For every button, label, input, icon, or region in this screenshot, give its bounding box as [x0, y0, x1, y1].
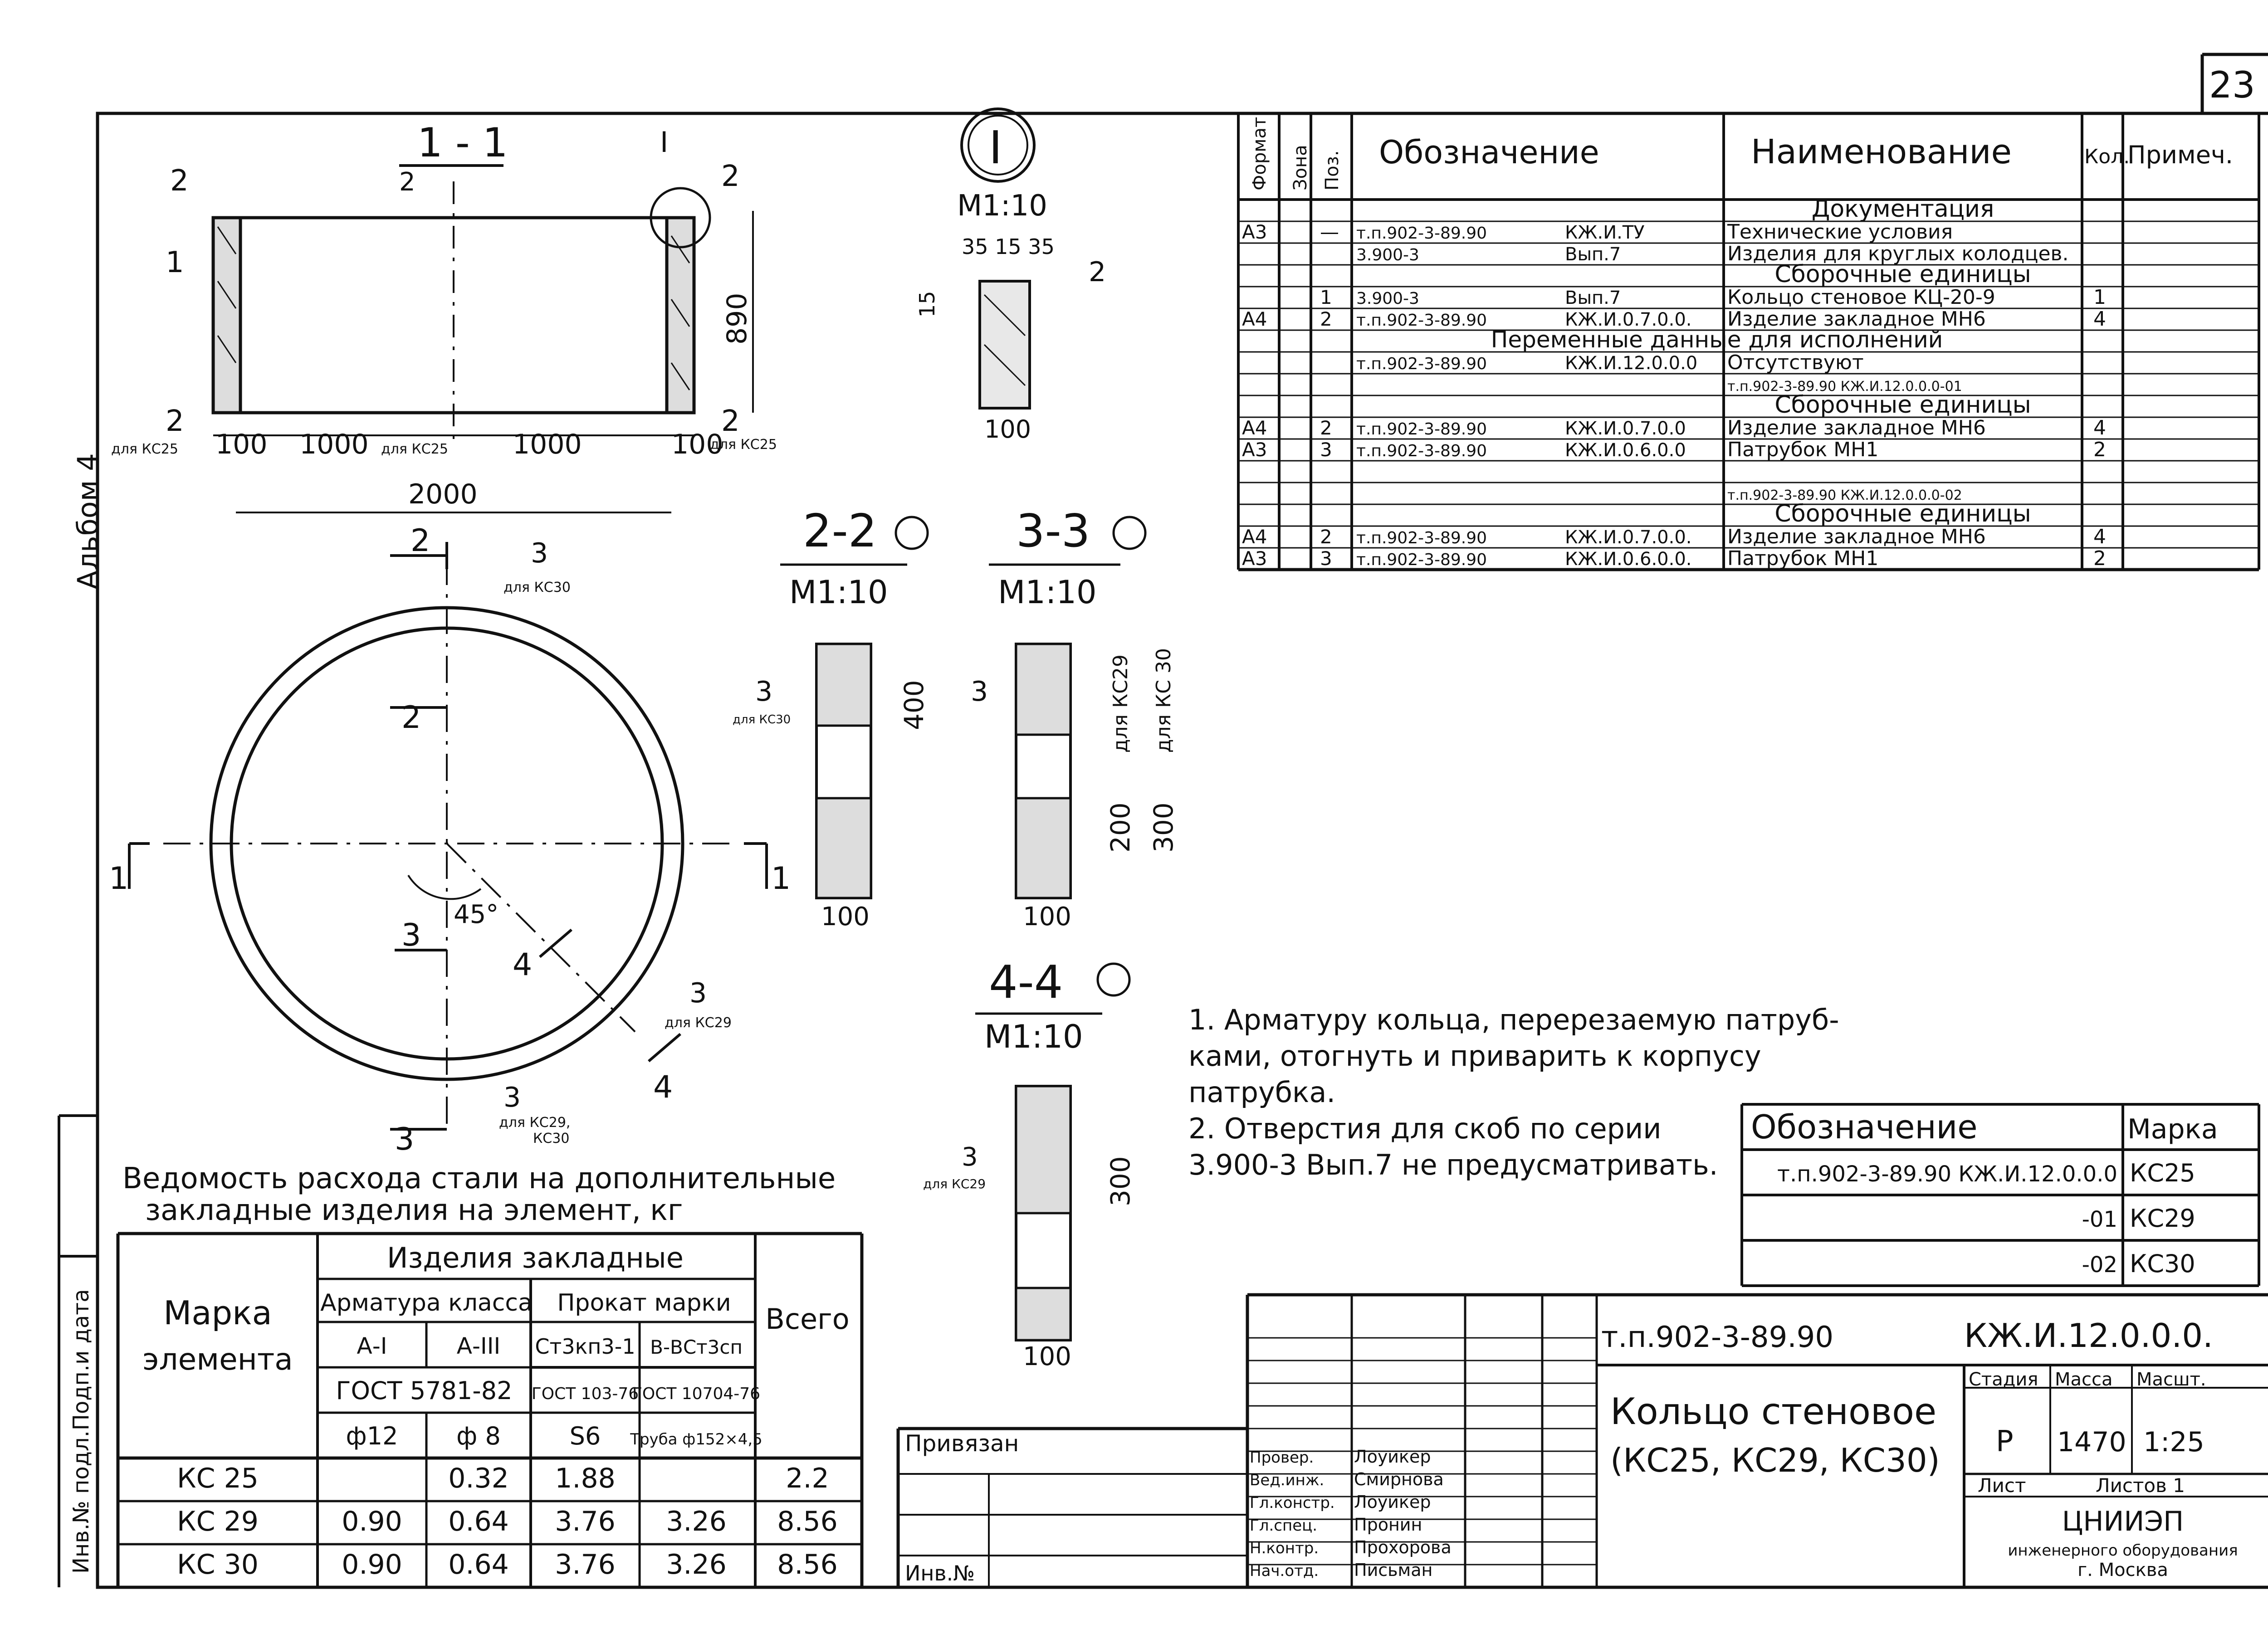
marks-mark: КС30 [2130, 1249, 2195, 1278]
dim-2000: 2000 [408, 478, 478, 510]
s22-dim-100: 100 [821, 902, 870, 932]
steel-row-mark: КС 29 [177, 1506, 259, 1537]
steel-h-a1: А-I [357, 1333, 387, 1359]
spec-pos: 2 [1320, 526, 1332, 548]
section-2-2 [733, 504, 929, 932]
spec-name: Патрубок МН1 [1727, 547, 1879, 570]
spec-name: т.п.902-3-89.90 КЖ.И.12.0.0.0-01 [1727, 379, 1962, 395]
spec-header-name: Наименование [1751, 132, 2012, 171]
cut-1-right: 1 [771, 861, 791, 897]
node-I [915, 109, 1106, 444]
spec-name: Изделие закладное МН6 [1727, 525, 1986, 548]
tb-role-name: Смирнова [1354, 1469, 1444, 1489]
note-line-2: патрубка. [1188, 1076, 1336, 1109]
s22-pos-3: 3 [755, 676, 773, 707]
spec-fmt: А3 [1242, 547, 1267, 570]
spec-qty: 4 [2093, 416, 2106, 439]
tb-mass: 1470 [2057, 1426, 2126, 1458]
spec-code: т.п.902-3-89.90 [1356, 355, 1487, 373]
section-4-4-title: 4-4 [989, 956, 1063, 1009]
steel-row-total: 8.56 [777, 1506, 838, 1537]
cut-2-inner: 2 [401, 700, 421, 736]
node-dim-100: 100 [984, 415, 1031, 444]
angle-45: 45° [454, 900, 499, 929]
node-I-scale: М1:10 [957, 189, 1047, 223]
dim-100-right: 100 [671, 429, 723, 460]
steel-h-mark: Марка [163, 1294, 272, 1332]
spec-code: 3.900-3 [1356, 289, 1419, 308]
cut-2-top: 2 [411, 523, 430, 559]
spec-code: т.п.902-3-89.90 [1356, 224, 1487, 243]
marks-code: -02 [2082, 1252, 2117, 1278]
tb-role: Провер. [1250, 1449, 1314, 1467]
dim-1000-left: 1000 [299, 429, 369, 460]
tb-inv: Инв.№ [905, 1561, 975, 1585]
tb-doc-code2: КЖ.И.12.0.0.0. [1964, 1317, 2213, 1355]
ring-plan [109, 523, 791, 1157]
spec-name: Изделие закладное МН6 [1727, 416, 1986, 439]
steel-row-s6: 1.88 [555, 1463, 616, 1494]
s44-pos-3: 3 [962, 1142, 978, 1172]
spec-header-note: Примеч. [2127, 141, 2234, 169]
steel-h-total: Всего [765, 1302, 850, 1336]
spec-fmt: А4 [1242, 308, 1267, 330]
cut-4-lower: 4 [653, 1069, 673, 1105]
steel-row-s6: 3.76 [555, 1549, 616, 1580]
spec-qty: 2 [2093, 547, 2106, 570]
node-I-marker: I [989, 121, 1002, 174]
note-line-3: 2. Отверстия для скоб по серии [1188, 1112, 1662, 1145]
tb-sheet-h: Лист [1978, 1474, 2026, 1497]
spec-pos: 2 [1320, 417, 1332, 439]
section-2-2-scale: М1:10 [789, 574, 888, 611]
tb-role-name: Лоуикер [1354, 1447, 1431, 1467]
steel-row-tube: 3.26 [666, 1549, 727, 1580]
steel-row-total: 8.56 [777, 1549, 838, 1580]
tb-bound: Привязан [905, 1430, 1019, 1457]
steel-h-tube: Труба ф152×4,5 [630, 1430, 763, 1449]
steel-h-gost5781: ГОСТ 5781-82 [336, 1376, 513, 1405]
tb-role-name: Лоуикер [1354, 1492, 1431, 1512]
album-label: Альбом 4 [71, 453, 104, 590]
spec-qty: 1 [2093, 286, 2106, 309]
marks-header-mark: Марка [2127, 1113, 2218, 1145]
spec-code: т.п.902-3-89.90 [1356, 442, 1487, 460]
spec-name: Изделия для круглых колодцев. [1727, 242, 2069, 265]
tb-role-name: Пронин [1354, 1515, 1422, 1535]
cut-1-left: 1 [109, 861, 129, 897]
spec-fmt: А3 [1242, 221, 1267, 243]
spec-code2: КЖ.И.0.7.0.0. [1565, 527, 1692, 548]
spec-header-2: Поз. [1322, 150, 1343, 190]
pos-3-top: 3 [531, 537, 548, 569]
for-kc25-right: для КС25 [710, 437, 777, 453]
node-I-label: I [660, 126, 669, 159]
tb-role: Нач.отд. [1250, 1562, 1319, 1580]
tb-stage-h: Стадия [1969, 1369, 2038, 1390]
spec-pos: 3 [1320, 547, 1332, 570]
spec-name: Кольцо стеновое КЦ-20-9 [1727, 286, 1995, 309]
tb-name-1: Кольцо стеновое [1610, 1390, 1937, 1433]
spec-code: т.п.902-3-89.90 [1356, 551, 1487, 569]
steel-h-items: Изделия закладные [387, 1241, 684, 1274]
steel-h-s6: S6 [569, 1422, 601, 1450]
spec-name: Патрубок МН1 [1727, 438, 1879, 461]
spec-name: т.п.902-3-89.90 КЖ.И.12.0.0.0-02 [1727, 488, 1962, 503]
tb-doc-code: т.п.902-3-89.90 [1601, 1321, 1834, 1354]
steel-row-s6: 3.76 [555, 1506, 616, 1537]
spec-name: Изделие закладное МН6 [1727, 307, 1986, 331]
spec-code: т.п.902-3-89.90 [1356, 529, 1487, 547]
tb-sheets-h: Листов 1 [2096, 1474, 2185, 1497]
spec-pos: 2 [1320, 308, 1332, 330]
steel-title-2: закладные изделия на элемент, кг [145, 1194, 683, 1227]
spec-header-qty: Кол. [2084, 145, 2130, 168]
spec-table [1238, 113, 2259, 570]
spec-fmt: А4 [1242, 526, 1267, 548]
section-3-3 [971, 504, 1179, 932]
marks-code: -01 [2082, 1207, 2117, 1232]
spec-qty: 4 [2093, 525, 2106, 548]
spec-fmt: А4 [1242, 417, 1267, 439]
dim-1000-right: 1000 [513, 429, 582, 460]
spec-span-heading: Переменные данные для исполнений [1491, 327, 1943, 353]
marks-header-code: Обозначение [1751, 1108, 1978, 1146]
tb-role: Гл.констр. [1250, 1494, 1335, 1512]
spec-code2: КЖ.И.0.6.0.0. [1565, 549, 1692, 570]
steel-h-vst: В-ВСт3сп [650, 1336, 743, 1358]
tb-scale: 1:25 [2143, 1426, 2204, 1458]
section-1-1-title: 1 - 1 [417, 119, 508, 166]
steel-row-a3: 0.64 [448, 1549, 509, 1580]
section-1-1 [111, 119, 777, 512]
pos-1-label: 1 [166, 246, 184, 279]
marks-code: т.п.902-3-89.90 КЖ.И.12.0.0.0 [1777, 1161, 2117, 1187]
spec-code2: КЖ.И.0.6.0.0 [1565, 440, 1686, 461]
steel-h-arm: Арматура класса [320, 1289, 533, 1317]
section-4-4-scale: М1:10 [984, 1018, 1083, 1055]
tb-org-1: ЦНИИЭП [2062, 1506, 2184, 1537]
title-block [898, 1295, 2268, 1587]
for-kc25-mid: для КС25 [381, 441, 448, 457]
note-line-4: 3.900-3 Вып.7 не предусматривать. [1188, 1148, 1718, 1181]
s33-dim-100: 100 [1023, 902, 1071, 932]
spec-heading: Сборочные единицы [1774, 500, 2031, 527]
spec-name: Отсутствуют [1727, 351, 1864, 374]
spec-fmt: А3 [1242, 439, 1267, 461]
s33-dim-300: 300 [1148, 802, 1179, 853]
steel-h-f8: ф 8 [456, 1422, 501, 1450]
steel-row-total: 2.2 [786, 1463, 829, 1494]
steel-h-prokat: Прокат марки [557, 1289, 731, 1317]
steel-h-gost10704: ГОСТ 10704-76 [632, 1385, 761, 1403]
steel-h-gost103: ГОСТ 103-76 [531, 1385, 639, 1403]
marks-mark: КС25 [2130, 1159, 2195, 1187]
steel-row-a3: 0.32 [448, 1463, 509, 1494]
tb-role-name: Прохорова [1354, 1537, 1452, 1557]
pos-2-label-bottom: 2 [166, 405, 184, 438]
spec-heading: Сборочные единицы [1774, 391, 2031, 419]
spec-code2: КЖ.И.0.7.0.0. [1565, 309, 1692, 330]
for-kc25-left: для КС25 [111, 441, 178, 457]
steel-table [118, 1162, 862, 1587]
spec-header-code: Обозначение [1379, 134, 1599, 171]
spec-heading: Сборочные единицы [1774, 261, 2031, 288]
spec-pos: 1 [1320, 286, 1332, 308]
steel-row-a1: 0.90 [342, 1549, 402, 1580]
section-3-3-scale: М1:10 [998, 574, 1097, 611]
spec-code2: Вып.7 [1565, 288, 1621, 308]
spec-code2: Вып.7 [1565, 244, 1621, 265]
pos-2-label: 2 [170, 164, 189, 198]
spec-code: т.п.902-3-89.90 [1356, 311, 1487, 330]
spec-code2: КЖ.И.12.0.0.0 [1565, 353, 1698, 374]
spec-name: Технические условия [1727, 220, 1953, 244]
section-4-4 [923, 956, 1136, 1371]
cut-3-inner: 3 [401, 917, 421, 953]
section-2-2-title: 2-2 [803, 504, 877, 557]
steel-row-a1: 0.90 [342, 1506, 402, 1537]
kc30-label: КС30 [533, 1131, 570, 1146]
s33-pos-3: 3 [971, 676, 988, 707]
s44-dim-100: 100 [1023, 1342, 1071, 1371]
for-kc29-label: для КС29 [665, 1015, 732, 1031]
spec-qty: 2 [2093, 438, 2106, 461]
steel-h-a3: А-III [456, 1333, 501, 1359]
sheet-number: 23 [2209, 64, 2255, 106]
marks-mark: КС29 [2130, 1204, 2195, 1233]
spec-code: т.п.902-3-89.90 [1356, 420, 1487, 439]
dim-15: 15 [915, 291, 939, 317]
pos-2-label-top: 2 [399, 167, 415, 197]
steel-row-mark: КС 30 [177, 1549, 259, 1580]
cut-4-upper: 4 [513, 947, 533, 983]
steel-h-st: Ст3кп3-1 [535, 1334, 635, 1359]
section-3-3-title: 3-3 [1016, 504, 1090, 557]
spec-qty: 4 [2093, 307, 2106, 331]
pos-2-label-right-bottom: 2 [721, 405, 740, 438]
tb-stage: Р [1996, 1425, 2014, 1458]
spec-pos: 3 [1320, 439, 1332, 461]
node-pos-2: 2 [1089, 256, 1106, 288]
s33-dim-200: 200 [1105, 802, 1136, 853]
note-line-0: 1. Арматуру кольца, перерезаемую патруб- [1188, 1003, 1839, 1036]
s33-for-kc29: для КС29 [1109, 654, 1132, 753]
s22-dim-400: 400 [899, 680, 929, 730]
tb-role: Вед.инж. [1250, 1471, 1325, 1489]
spec-code: 3.900-3 [1356, 246, 1419, 264]
spec-header-1: Зона [1290, 145, 1311, 190]
tb-role: Н.контр. [1250, 1539, 1319, 1557]
steel-h-f12: ф12 [346, 1422, 398, 1450]
note-line-1: ками, отогнуть и приварить к корпусу [1188, 1039, 1761, 1073]
steel-row-mark: КС 25 [177, 1463, 259, 1494]
pos-2-label-right: 2 [721, 160, 740, 193]
spec-code2: КЖ.И.0.7.0.0 [1565, 418, 1686, 439]
steel-row-a3: 0.64 [448, 1506, 509, 1537]
spec-header-0: Формат [1249, 117, 1270, 190]
tb-scale-h: Масшт. [2136, 1369, 2206, 1390]
s44-dim-300: 300 [1105, 1156, 1136, 1206]
tb-role: Гл.спец. [1250, 1517, 1318, 1535]
for-kc29-kc30-label: для КС29, [499, 1115, 571, 1131]
tb-name-2: (КС25, КС29, КС30) [1610, 1441, 1940, 1479]
tb-org-3: г. Москва [2077, 1560, 2168, 1580]
dim-35-15-35: 35 15 35 [962, 234, 1055, 259]
tb-role-name: Письман [1354, 1560, 1433, 1580]
marks-table [1742, 1104, 2259, 1286]
inv-stamp-label: Инв.№ подл.Подп.и дата [68, 1289, 94, 1574]
s22-for-kc30: для КС30 [733, 713, 791, 727]
steel-title-1: Ведомость расхода стали на дополнительные [122, 1162, 836, 1195]
spec-heading: Документация [1811, 195, 1994, 223]
pos-3-bottom: 3 [503, 1082, 521, 1113]
spec-code2: КЖ.И.ТУ [1565, 222, 1645, 243]
spec-pos: — [1320, 221, 1339, 243]
for-kc30-label: для КС30 [503, 580, 571, 595]
tb-org-2: инженерного оборудования [2008, 1541, 2238, 1560]
s33-for-kc30: для КС 30 [1152, 648, 1175, 753]
s44-for-kc29: для КС29 [923, 1176, 986, 1191]
steel-row-tube: 3.26 [666, 1506, 727, 1537]
dim-890: 890 [721, 293, 753, 345]
dim-100-left: 100 [215, 429, 268, 460]
pos-3-kc29: 3 [689, 977, 707, 1009]
steel-h-mark2: элемента [142, 1342, 293, 1377]
tb-mass-h: Масса [2055, 1369, 2113, 1390]
cut-3-bottom: 3 [395, 1122, 415, 1157]
